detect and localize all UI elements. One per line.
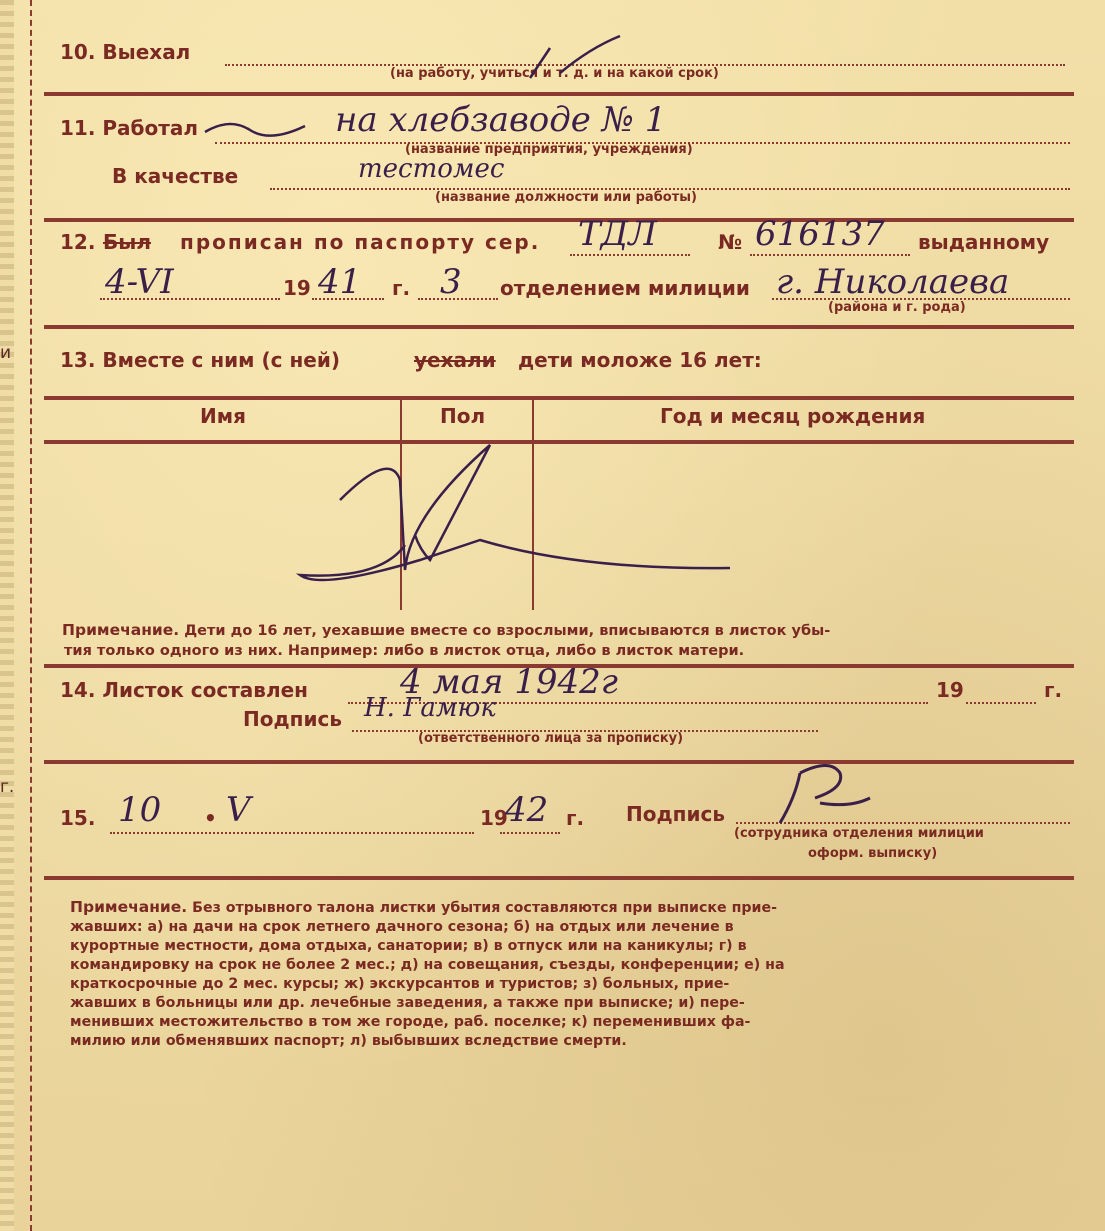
field-line	[570, 254, 690, 256]
cancellation-scribble	[280, 440, 740, 590]
note-2-title: Примечание.	[70, 898, 188, 916]
note-2	[70, 898, 785, 1051]
table-top-rule	[44, 396, 1074, 400]
year-suffix-g: г.	[1044, 678, 1063, 702]
signature-hint: (ответственного лица за прописку)	[418, 731, 684, 746]
struck-word: Был	[103, 230, 151, 254]
section-divider	[44, 218, 1074, 222]
stamp-year: 42	[505, 790, 549, 830]
section-11-label: 11. Работал	[60, 116, 198, 140]
torn-margin	[0, 0, 14, 1231]
note-2-line: жавших в больницы или др. лечебные заведения, а также при выписке; и) пере-	[70, 995, 745, 1011]
officer-hint-1: (сотрудника отделения милиции	[734, 826, 984, 841]
section-divider	[44, 760, 1074, 764]
dept-number: 3	[440, 262, 462, 302]
col-header-dob: Год и месяц рождения	[660, 404, 926, 428]
issue-year: 41	[318, 262, 362, 302]
position-hint: (название должности или работы)	[435, 190, 697, 205]
note-1-title: Примечание.	[62, 621, 180, 639]
col-header-name: Имя	[200, 404, 246, 428]
date-separator: •	[204, 806, 217, 830]
note-2-line: жавших: а) на дачи на срок летнего дачного сезона; б) на отдых или лечение в	[70, 919, 734, 935]
note-1-line-2: тия только одного из них. Например: либо в листок отца, либо в листок матери.	[64, 643, 745, 659]
police-dept-label: отделением милиции	[500, 276, 750, 300]
position-label: В качестве	[112, 164, 239, 188]
city-handwritten: г. Николаева	[776, 262, 1010, 302]
field-line	[418, 298, 498, 300]
strike-mark	[520, 28, 630, 98]
section-14-label: 14. Листок составлен	[60, 678, 308, 702]
perforation-line	[30, 0, 32, 1231]
section-15-label: 15.	[60, 806, 96, 830]
section-13-label: 13. Вместе с ним (с ней)	[60, 348, 340, 372]
strike-mark	[200, 112, 310, 142]
note-2-line: Без отрывного талона листки убытия составляются при выписке прие-	[192, 900, 777, 916]
section-divider	[44, 876, 1074, 880]
field-line	[100, 298, 280, 300]
section-12-number: 12.	[60, 230, 96, 254]
note-2-line: милию или обменявших паспорт; л) выбывших вследствие смерти.	[70, 1033, 627, 1049]
officer-hint-2: оформ. выписку)	[808, 846, 938, 861]
passport-number: 616137	[755, 214, 885, 254]
edge-fragment-char: г.	[0, 777, 15, 797]
section-divider	[44, 92, 1074, 96]
field-line	[110, 832, 474, 834]
section-10-label: 10. Выехал	[60, 40, 191, 64]
signature-label: Подпись	[243, 707, 342, 731]
year-suffix-g: г.	[392, 276, 411, 300]
field-line	[966, 702, 1036, 704]
field-line	[750, 254, 910, 256]
note-2-line: краткосрочные до 2 мес. курсы; ж) экскурсантов и туристов; з) больных, прие-	[70, 976, 730, 992]
field-line	[500, 832, 560, 834]
stamp-day: 10	[118, 790, 162, 830]
stamp-month: V	[226, 790, 251, 830]
struck-word: уехали	[414, 348, 496, 372]
year-prefix: 19	[936, 678, 964, 702]
year-prefix: 19	[480, 806, 508, 830]
section-13-rest: дети моложе 16 лет:	[518, 348, 762, 372]
section-10-hint: (на работу, учиться и т. д. и на какой срок)	[390, 66, 719, 81]
signature-handwritten: Н. Гамюк	[364, 693, 496, 723]
col-header-sex: Пол	[440, 404, 486, 428]
note-1-line-1: Дети до 16 лет, уехавшие вместе со взрослыми, вписываются в листок убы-	[184, 623, 831, 639]
workplace-handwritten: на хлебзаводе № 1	[335, 100, 667, 140]
field-line	[312, 298, 384, 300]
position-handwritten: тестомес	[358, 154, 505, 184]
compiled-date-handwritten: 4 мая 1942г	[400, 662, 618, 702]
section-11-hint: (название предприятия, учреждения)	[405, 142, 693, 157]
officer-signature-scribble	[760, 758, 880, 828]
year-prefix: 19	[283, 276, 311, 300]
number-sign: №	[718, 230, 743, 254]
passport-label: прописан по паспорту сер.	[180, 230, 541, 254]
passport-series: ТДЛ	[578, 214, 657, 254]
note-1	[62, 620, 830, 661]
city-hint: (района и г. рода)	[828, 300, 966, 315]
issue-date: 4-VI	[105, 262, 174, 302]
note-2-line: командировку на срок не более 2 мес.; д) на совещания, съезды, конференции; е) на	[70, 957, 785, 973]
note-2-line: курортные местности, дома отдыха, санатории; в) в отпуск или на каникулы; г) в	[70, 938, 747, 954]
note-2-line: менивших местожительство в том же городе, раб. поселке; к) переменивших фа-	[70, 1014, 751, 1030]
edge-fragment-char: и	[0, 343, 12, 363]
year-suffix-g: г.	[566, 806, 585, 830]
officer-signature-label: Подпись	[626, 802, 725, 826]
section-divider	[44, 325, 1074, 329]
issued-label: выданному	[918, 230, 1050, 254]
